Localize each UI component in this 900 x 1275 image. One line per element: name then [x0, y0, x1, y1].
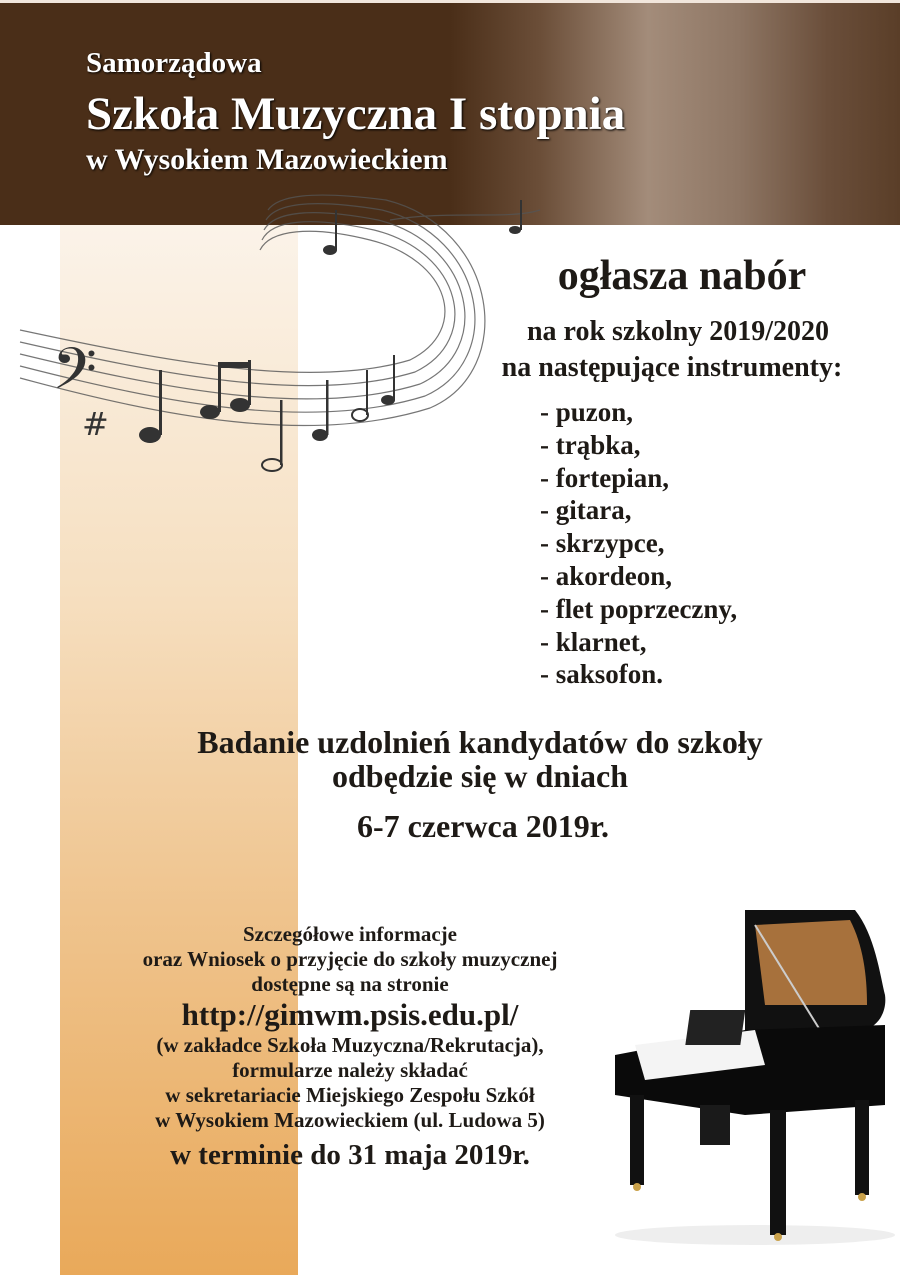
info-line: oraz Wniosek o przyjęcie do szkoły muzycznej: [142, 947, 558, 971]
info-line: Szczegółowe informacje: [243, 922, 457, 946]
exam-line-2: odbędzie się w dniach: [331, 758, 629, 794]
info-line: formularze należy składać: [232, 1058, 468, 1082]
music-staff-illustration: [10, 190, 550, 490]
list-item: - flet poprzeczny,: [540, 593, 738, 624]
info-line: w Wysokiem Mazowieckiem (ul. Ludowa 5): [155, 1108, 545, 1132]
svg-text:𝄢: 𝄢: [52, 335, 98, 417]
info-line: (w zakładce Szkoła Muzyczna/Rekrutacja),: [156, 1033, 544, 1057]
instruments-heading: na następujące instrumenty:: [501, 352, 843, 383]
deadline: w terminie do 31 maja 2019r.: [170, 1139, 530, 1171]
info-line: dostępne są na stronie: [251, 972, 449, 996]
list-item: - klarnet,: [540, 626, 647, 657]
list-item: - saksofon.: [540, 659, 664, 690]
grand-piano-illustration: [605, 905, 895, 1250]
school-type: Samorządowa: [86, 47, 262, 79]
list-item: - akordeon,: [540, 560, 673, 591]
school-year: na rok szkolny 2019/2020: [526, 316, 830, 347]
announcement-title: ogłasza nabór: [557, 253, 807, 299]
website-link[interactable]: http://gimwm.psis.edu.pl/: [181, 997, 519, 1032]
info-line: w sekretariacie Miejskiego Zespołu Szkół: [165, 1083, 535, 1107]
list-item: - fortepian,: [540, 462, 669, 493]
list-item: - skrzypce,: [540, 528, 665, 559]
exam-line-1: Badanie uzdolnień kandydatów do szkoły: [197, 724, 763, 760]
instrument-list: [540, 396, 737, 691]
list-item: - trąbka,: [540, 429, 641, 460]
svg-text:#: #: [82, 405, 109, 443]
info-block: [143, 922, 558, 1175]
school-location: w Wysokiem Mazowieckiem: [86, 143, 448, 176]
list-item: - puzon,: [540, 397, 634, 427]
list-item: - gitara,: [540, 495, 632, 526]
exam-dates: 6-7 czerwca 2019r.: [356, 808, 610, 844]
school-name: Szkoła Muzyczna I stopnia: [86, 88, 626, 140]
